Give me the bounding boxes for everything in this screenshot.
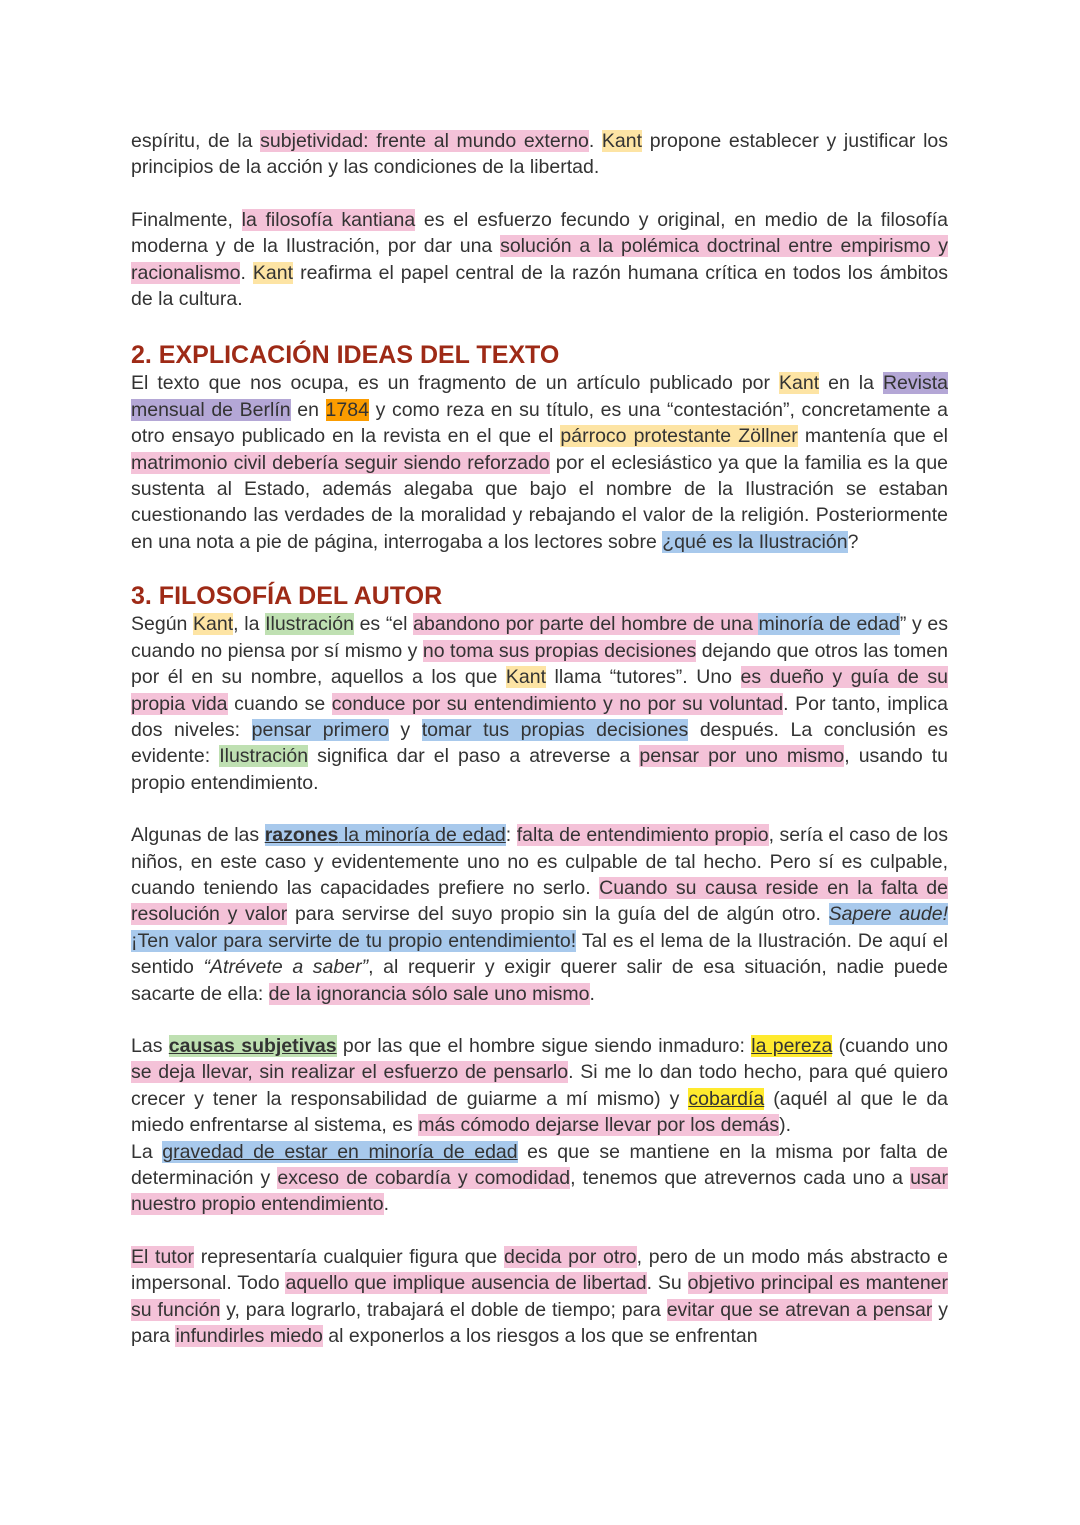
paragraph-ilustracion-definition: Según Kant, la Ilustración es “el abandono por parte del hombre de una minoría de edad” y es cuando no piensa por sí mismo y no toma sus propias decisiones dejando que otros las tomen por él en su nombre, aquellos a los que Kant llama “tutores”. Uno es dueño y guía de su propia vida cuando se conduce por su entendimiento y no por su voluntad. Por tanto, implica dos niveles: pensar primero y tomar tus propias decisiones después. La conclusión es evidente: Ilustración significa dar el paso a atreverse a pensar por uno mismo, usando tu propio entendimiento. xyxy=(131,613,949,794)
document-body xyxy=(131,128,948,1349)
highlighted-phrase: Ilustración xyxy=(219,745,309,768)
highlighted-phrase: pensar por uno mismo xyxy=(639,745,845,768)
highlighted-phrase: más cómodo dejarse llevar por los demás xyxy=(418,1114,780,1137)
highlighted-phrase: la minoría de edad xyxy=(338,824,506,847)
highlighted-phrase: causas subjetivas xyxy=(168,1034,337,1057)
highlighted-phrase: infundirles miedo xyxy=(175,1325,323,1348)
highlighted-phrase: Kant xyxy=(779,372,820,395)
highlighted-phrase: ¡Ten valor para servirte de tu propio entendimiento! xyxy=(131,929,577,952)
highlighted-phrase: pensar primero xyxy=(251,718,389,741)
highlighted-phrase: evitar que se atrevan a pensar xyxy=(666,1298,933,1321)
highlighted-phrase: Cuando su causa reside en la falta de resolución y valor xyxy=(131,876,948,926)
highlighted-phrase: aquello que implique ausencia de libertad xyxy=(285,1272,647,1295)
paragraph-subjective-causes: Las causas subjetivas por las que el hombre sigue siendo inmaduro: la pereza (cuando uno se deja llevar, sin realizar el esfuerzo de pensarlo. Si me lo dan todo hecho, para qué quiero crecer y tener la responsabilidad de guiarme a mí mismo) y cobardía (aquél al que le da miedo enfrentarse al sistema, es más cómodo dejarse llevar por los demás). xyxy=(131,1034,949,1137)
paragraph-minoria-reasons: Algunas de las razones la minoría de edad: falta de entendimiento propio, sería el caso de los niños, en este caso y evidentemente uno no es culpable de tal hecho. Pero sí es culpable, cuando teniendo las capacidades prefiere no serlo. Cuando su causa reside en la falta de resolución y valor para servirse del suyo propio sin la guía del de algún otro. Sapere aude! ¡Ten valor para servirte de tu propio entendimiento! Tal es el lema de la Ilustración. De aquí el sentido “Atrévete a saber”, al requerir y exigir querer salir de esa situación, nadie puede sacarte de ella: de la ignorancia sólo sale uno mismo. xyxy=(131,824,949,1005)
highlighted-phrase: 1784 xyxy=(325,398,369,421)
highlighted-phrase: cobardía xyxy=(688,1087,765,1110)
paragraph-kantian-philosophy: Finalmente, la filosofía kantiana es el esfuerzo fecundo y original, en medio de la filosofía moderna y de la Ilustración, por dar una solución a la polémica doctrinal entre empirismo y racionalismo. Kant reafirma el papel central de la razón humana crítica en todos los ámbitos de la cultura. xyxy=(131,208,948,311)
highlighted-phrase: “Atrévete a saber” xyxy=(203,956,369,979)
highlighted-phrase: la pereza xyxy=(751,1034,833,1057)
highlighted-phrase: objetivo principal es mantener su función xyxy=(131,1272,949,1321)
highlighted-phrase: usar nuestro propio entendimiento xyxy=(131,1167,948,1216)
highlighted-phrase: conduce por su entendimiento y no por su voluntad xyxy=(331,692,784,715)
highlighted-phrase: solución a la polémica doctrinal entre empirismo y racionalismo xyxy=(131,235,948,284)
highlighted-phrase: Kant xyxy=(505,666,547,689)
highlighted-phrase: Sapere aude! xyxy=(828,903,949,926)
highlighted-phrase: razones xyxy=(264,824,339,847)
highlighted-phrase: Kant xyxy=(193,613,234,636)
paragraph-gravedad: La gravedad de estar en minoría de edad es que se mantiene en la misma por falta de determinación y exceso de cobardía y comodidad, tenemos que atrevernos cada uno a usar nuestro propio entendimiento. xyxy=(131,1140,948,1216)
highlighted-phrase: El tutor xyxy=(131,1245,195,1268)
highlighted-phrase: subjetividad: frente al mundo externo xyxy=(260,130,589,152)
highlighted-phrase: minoría de edad xyxy=(758,613,900,636)
highlighted-phrase: Kant xyxy=(601,130,643,152)
highlighted-phrase: Ilustración xyxy=(265,613,354,636)
highlighted-phrase: Kant xyxy=(252,261,294,284)
highlighted-phrase: de la ignorancia sólo sale uno mismo xyxy=(268,982,590,1005)
highlighted-phrase: párroco protestante Zöllner xyxy=(560,425,798,448)
highlighted-phrase: no toma sus propias decisiones xyxy=(422,639,697,662)
highlighted-phrase: exceso de cobardía y comodidad xyxy=(277,1167,571,1189)
paragraph-kant-subjectivity: espíritu, de la subjetividad: frente al mundo externo. Kant propone establecer y justificar los principios de la acción y las condiciones de la libertad. xyxy=(131,130,948,179)
section-heading-explicacion: 2. EXPLICACIÓN IDEAS DEL TEXTO xyxy=(131,341,560,370)
paragraph-text-context: El texto que nos ocupa, es un fragmento de un artículo publicado por Kant en la Revista mensual de Berlín en 1784 y como reza en su título, es una “contestación”, concretamente a otro ensayo publicado en la revista en el que el párroco protestante Zöllner mantenía que el matrimonio civil debería seguir siendo reforzado por el eclesiástico ya que la familia es la que sustenta al Estado, además alegaba que bajo el nombre de la Ilustración se estaban cuestionando las verdades de la moralidad y rebajando el valor de la religión. Posteriormente en una nota a pie de página, interrogaba a los lectores sobre ¿qué es la Ilustración? xyxy=(131,372,949,553)
section-heading-filosofia: 3. FILOSOFÍA DEL AUTOR xyxy=(131,582,443,611)
highlighted-phrase: se deja llevar, sin realizar el esfuerzo de pensarlo xyxy=(131,1061,569,1084)
highlighted-phrase: tomar tus propias decisiones xyxy=(421,718,689,741)
highlighted-phrase: abandono por parte del hombre de una xyxy=(413,613,759,636)
highlighted-phrase: Revista mensual de Berlín xyxy=(131,372,948,421)
highlighted-phrase: la filosofía kantiana xyxy=(241,208,416,231)
highlighted-phrase: es dueño y guía de su propia vida xyxy=(131,666,949,715)
highlighted-phrase: falta de entendimiento propio xyxy=(516,824,769,847)
highlighted-phrase: gravedad de estar en minoría de edad xyxy=(162,1140,518,1163)
paragraph-tutor: El tutor representaría cualquier figura que decida por otro, pero de un modo más abstracto e impersonal. Todo aquello que implique ausencia de libertad. Su objetivo principal es mantener su función y, para lograrlo, trabajará el doble de tiempo; para evitar que se atrevan a pensar y para infundirles miedo al exponerlos a los riesgos a los que se enfrentan xyxy=(131,1245,949,1348)
highlighted-phrase: ¿qué es la Ilustración xyxy=(662,530,848,553)
highlighted-phrase: decida por otro xyxy=(503,1245,637,1268)
highlighted-phrase: matrimonio civil debería seguir siendo reforzado xyxy=(131,451,550,474)
